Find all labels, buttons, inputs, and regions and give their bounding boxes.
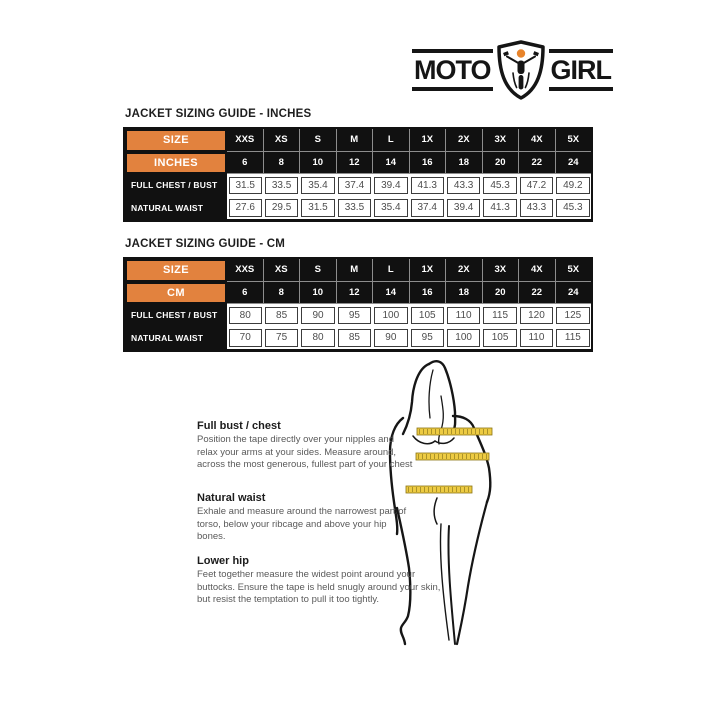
- table-cell: 8: [264, 282, 301, 305]
- instruction-full-bust: [197, 420, 415, 472]
- table-cell: 4X: [519, 129, 556, 152]
- table-cell: 39.4: [374, 177, 407, 195]
- table-cell: 22: [519, 282, 556, 305]
- table-cell: 105: [411, 307, 444, 325]
- table-cell: 8: [264, 152, 301, 175]
- logo-text-moto: MOTO: [412, 49, 493, 91]
- instruction-natural-waist: [197, 492, 415, 544]
- table-cell: 22: [519, 152, 556, 175]
- table-cell: L: [373, 129, 410, 152]
- table-cell: 80: [301, 329, 334, 347]
- heading-inches: JACKET SIZING GUIDE - INCHES: [125, 108, 312, 120]
- row-label: INCHES: [125, 152, 227, 175]
- table-cell: 6: [227, 282, 264, 305]
- motogirl-logo: [412, 40, 613, 100]
- table-cell: S: [300, 129, 337, 152]
- table-cell: 90: [301, 307, 334, 325]
- table-cell: 3X: [483, 129, 520, 152]
- row-label: FULL CHEST / BUST: [125, 304, 227, 327]
- row-label: NATURAL WAIST: [125, 327, 227, 350]
- hip-tape: [406, 486, 472, 493]
- instruction-title: Lower hip: [197, 555, 249, 567]
- instruction-title: Natural waist: [197, 492, 266, 504]
- table-cell: 47.2: [520, 177, 553, 195]
- table-cell: 10: [300, 282, 337, 305]
- table-cell: 12: [337, 152, 374, 175]
- instruction-lower-hip: [197, 555, 442, 607]
- table-cell: 45.3: [556, 199, 589, 217]
- table-cell: 18: [446, 282, 483, 305]
- table-cell: 43.3: [447, 177, 480, 195]
- row-label: NATURAL WAIST: [125, 197, 227, 220]
- table-cell: 105: [483, 329, 516, 347]
- table-cell: 1X: [410, 129, 447, 152]
- table-row: [125, 327, 591, 350]
- table-cell: 16: [410, 152, 447, 175]
- table-cell: 80: [229, 307, 262, 325]
- table-cell: 45.3: [483, 177, 516, 195]
- table-cell: 29.5: [265, 199, 298, 217]
- table-cell: 75: [265, 329, 298, 347]
- table-cell: XXS: [227, 259, 264, 282]
- table-row: [125, 304, 591, 327]
- table-cell: 5X: [556, 129, 592, 152]
- table-cell: 2X: [446, 129, 483, 152]
- table-cell: 115: [556, 329, 589, 347]
- bust-tape: [417, 428, 492, 435]
- instruction-title: Full bust / chest: [197, 420, 281, 432]
- table-cell: 6: [227, 152, 264, 175]
- table-cell: 70: [229, 329, 262, 347]
- table-row: [125, 259, 591, 282]
- table-cell: 20: [483, 282, 520, 305]
- table-cell: 41.3: [483, 199, 516, 217]
- table-cell: 49.2: [556, 177, 589, 195]
- table-cell: 125: [556, 307, 589, 325]
- waist-tape: [416, 453, 489, 460]
- table-cell: 90: [374, 329, 407, 347]
- table-cell: 95: [338, 307, 371, 325]
- table-cell: 31.5: [229, 177, 262, 195]
- table-cell: M: [337, 129, 374, 152]
- table-cell: 115: [483, 307, 516, 325]
- table-cell: 14: [373, 152, 410, 175]
- row-label: SIZE: [125, 259, 227, 282]
- table-cell: 120: [520, 307, 553, 325]
- table-cell: 35.4: [301, 177, 334, 195]
- table-cell: 95: [411, 329, 444, 347]
- instruction-body: Exhale and measure around the narrowest part of torso, below your ribcage and above your hip bones.: [197, 506, 407, 542]
- table-row: [125, 174, 591, 197]
- table-cell: 14: [373, 282, 410, 305]
- table-cell: 43.3: [520, 199, 553, 217]
- table-cell: 18: [446, 152, 483, 175]
- table-cell: 31.5: [301, 199, 334, 217]
- table-cell: 110: [447, 307, 480, 325]
- table-cell: L: [373, 259, 410, 282]
- table-row: [125, 282, 591, 305]
- table-cell: 33.5: [265, 177, 298, 195]
- motorcycle-rider-shield-icon: [496, 40, 546, 100]
- table-cell: 4X: [519, 259, 556, 282]
- table-cell: 41.3: [411, 177, 444, 195]
- table-cell: 20: [483, 152, 520, 175]
- table-cell: XXS: [227, 129, 264, 152]
- row-label: CM: [125, 282, 227, 305]
- table-cell: 5X: [556, 259, 592, 282]
- table-cell: 12: [337, 282, 374, 305]
- table-cell: 16: [410, 282, 447, 305]
- table-cell: 110: [520, 329, 553, 347]
- table-cell: XS: [264, 259, 301, 282]
- table-row: [125, 152, 591, 175]
- table-cell: 100: [447, 329, 480, 347]
- table-cell: 85: [265, 307, 298, 325]
- table-cell: 24: [556, 152, 592, 175]
- instruction-body: Position the tape directly over your nipples and relax your arms at your sides. Measure around, across the most generous, fullest part of your chest: [197, 434, 413, 470]
- logo-text-girl: GIRL: [549, 49, 614, 91]
- table-cell: S: [300, 259, 337, 282]
- table-cell: M: [337, 259, 374, 282]
- table-cell: XS: [264, 129, 301, 152]
- table-cell: 85: [338, 329, 371, 347]
- sizing-table-cm: [123, 257, 593, 352]
- table-cell: 1X: [410, 259, 447, 282]
- row-label: SIZE: [125, 129, 227, 152]
- table-cell: 10: [300, 152, 337, 175]
- table-cell: 33.5: [338, 199, 371, 217]
- table-cell: 27.6: [229, 199, 262, 217]
- heading-cm: JACKET SIZING GUIDE - CM: [125, 238, 286, 250]
- table-cell: 2X: [446, 259, 483, 282]
- table-row: [125, 129, 591, 152]
- table-row: [125, 197, 591, 220]
- table-cell: 39.4: [447, 199, 480, 217]
- table-cell: 37.4: [338, 177, 371, 195]
- instruction-body: Feet together measure the widest point around your buttocks. Ensure the tape is held snugly around your skin, but resist the temptation to pull it too tightly.: [197, 569, 441, 605]
- table-cell: 100: [374, 307, 407, 325]
- row-label: FULL CHEST / BUST: [125, 174, 227, 197]
- table-cell: 24: [556, 282, 592, 305]
- sizing-table-inches: [123, 127, 593, 222]
- table-cell: 3X: [483, 259, 520, 282]
- table-cell: 35.4: [374, 199, 407, 217]
- table-cell: 37.4: [411, 199, 444, 217]
